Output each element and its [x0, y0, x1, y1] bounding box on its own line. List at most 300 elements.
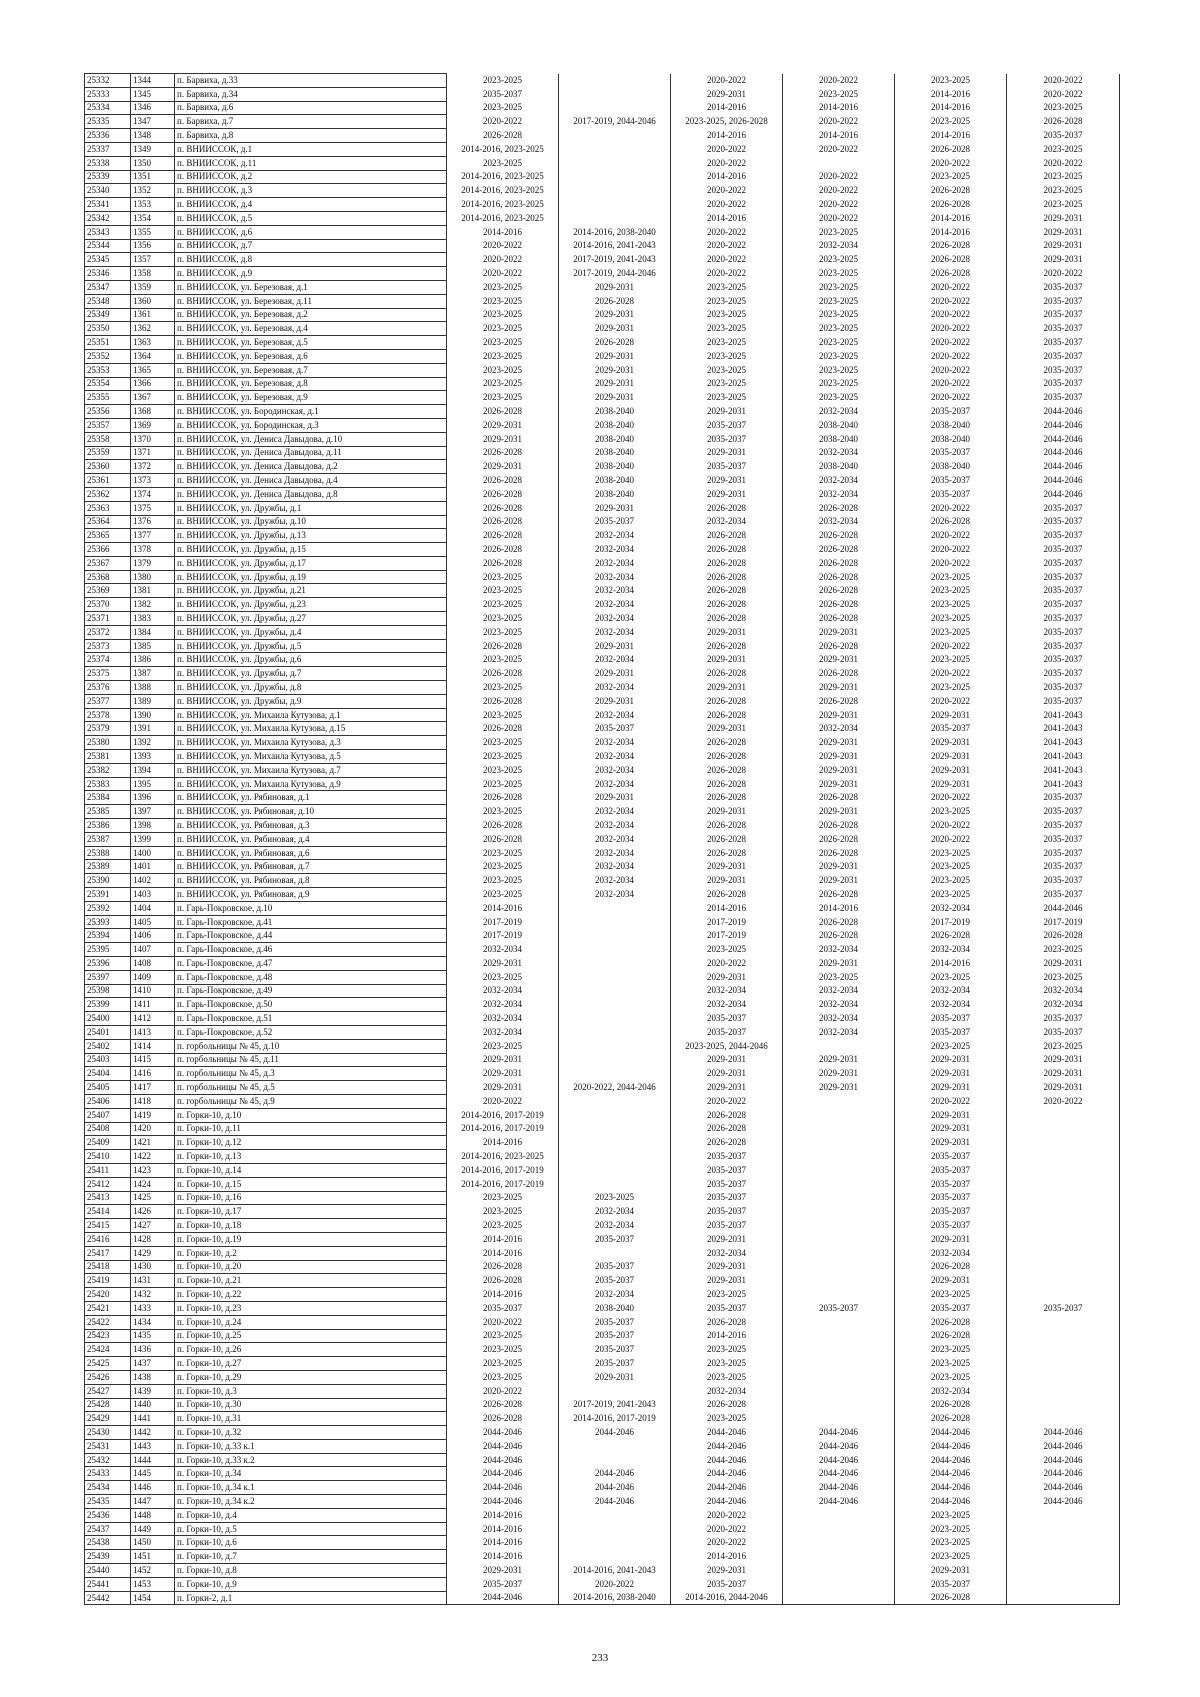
period-cell-4: 2026-2028	[783, 598, 895, 612]
period-cell-5: 2035-2037	[895, 1219, 1007, 1233]
period-cell-6: 2035-2037	[1007, 1301, 1120, 1315]
period-cell-3: 2026-2028	[671, 501, 783, 515]
period-cell-2	[559, 1136, 671, 1150]
period-cell-2: 2038-2040	[559, 418, 671, 432]
period-cell-4: 2020-2022	[783, 115, 895, 129]
period-cell-2: 2032-2034	[559, 819, 671, 833]
period-cell-4: 2026-2028	[783, 584, 895, 598]
period-cell-5: 2017-2019	[895, 915, 1007, 929]
period-cell-6	[1007, 1343, 1120, 1357]
period-cell-5: 2026-2028	[895, 1398, 1007, 1412]
row-number-cell: 1411	[131, 998, 175, 1012]
row-id-cell: 25373	[85, 639, 131, 653]
row-id-cell: 25433	[85, 1467, 131, 1481]
row-id-cell: 25422	[85, 1315, 131, 1329]
address-cell: п. ВНИИССОК, ул. Дениса Давыдова, д.4	[175, 474, 447, 488]
row-id-cell: 25414	[85, 1205, 131, 1219]
period-cell-5: 2029-2031	[895, 736, 1007, 750]
address-cell: п. Барвиха, д.7	[175, 115, 447, 129]
period-cell-2: 2032-2034	[559, 625, 671, 639]
table-row	[85, 515, 1120, 529]
period-cell-6: 2041-2043	[1007, 750, 1120, 764]
period-cell-1: 2029-2031	[447, 1564, 559, 1578]
row-id-cell: 25339	[85, 170, 131, 184]
period-cell-2	[559, 1053, 671, 1067]
period-cell-1: 2023-2025	[447, 1357, 559, 1371]
period-cell-1: 2029-2031	[447, 1081, 559, 1095]
period-cell-3: 2032-2034	[671, 1384, 783, 1398]
period-cell-1: 2023-2025	[447, 750, 559, 764]
address-cell: п. Гарь-Покровское, д.49	[175, 984, 447, 998]
row-id-cell: 25395	[85, 943, 131, 957]
period-cell-3: 2035-2037	[671, 1025, 783, 1039]
period-cell-3: 2023-2025	[671, 391, 783, 405]
row-number-cell: 1443	[131, 1439, 175, 1453]
table-row	[85, 584, 1120, 598]
period-cell-4: 2014-2016	[783, 129, 895, 143]
period-cell-4	[783, 1329, 895, 1343]
row-number-cell: 1441	[131, 1412, 175, 1426]
table-row	[85, 612, 1120, 626]
period-cell-4: 2020-2022	[783, 170, 895, 184]
period-cell-4: 2029-2031	[783, 653, 895, 667]
row-id-cell: 25372	[85, 625, 131, 639]
period-cell-4: 2029-2031	[783, 1067, 895, 1081]
table-row	[85, 1039, 1120, 1053]
address-cell: п. ВНИИССОК, ул. Березовая, д.1	[175, 280, 447, 294]
period-cell-1: 2014-2016, 2023-2025	[447, 211, 559, 225]
table-row	[85, 211, 1120, 225]
address-cell: п. Горки-10, д.30	[175, 1398, 447, 1412]
period-cell-5: 2023-2025	[895, 874, 1007, 888]
period-cell-2: 2032-2034	[559, 681, 671, 695]
row-id-cell: 25345	[85, 253, 131, 267]
period-cell-3: 2029-2031	[671, 860, 783, 874]
period-cell-2: 2035-2037	[559, 1343, 671, 1357]
table-row	[85, 819, 1120, 833]
table-row	[85, 1094, 1120, 1108]
row-id-cell: 25399	[85, 998, 131, 1012]
period-cell-5: 2026-2028	[895, 1260, 1007, 1274]
period-cell-1: 2014-2016	[447, 1522, 559, 1536]
period-cell-6: 2035-2037	[1007, 819, 1120, 833]
row-number-cell: 1364	[131, 349, 175, 363]
table-row	[85, 805, 1120, 819]
period-cell-5: 2023-2025	[895, 1357, 1007, 1371]
period-cell-6	[1007, 1564, 1120, 1578]
address-cell: п. ВНИИССОК, ул. Дружбы, д.6	[175, 653, 447, 667]
period-cell-2: 2029-2031	[559, 377, 671, 391]
period-cell-2: 2032-2034	[559, 750, 671, 764]
address-cell: п. Гарь-Покровское, д.51	[175, 1012, 447, 1026]
table-row	[85, 1205, 1120, 1219]
address-cell: п. ВНИИССОК, ул. Михаила Кутузова, д.15	[175, 722, 447, 736]
period-cell-1: 2023-2025	[447, 888, 559, 902]
period-cell-2: 2017-2019, 2041-2043	[559, 253, 671, 267]
row-number-cell: 1385	[131, 639, 175, 653]
row-id-cell: 25388	[85, 846, 131, 860]
row-number-cell: 1369	[131, 418, 175, 432]
period-cell-4: 2038-2040	[783, 432, 895, 446]
period-cell-3: 2023-2025	[671, 294, 783, 308]
period-cell-2	[559, 129, 671, 143]
period-cell-5: 2029-2031	[895, 777, 1007, 791]
row-id-cell: 25348	[85, 294, 131, 308]
period-cell-1: 2023-2025	[447, 1191, 559, 1205]
row-id-cell: 25396	[85, 957, 131, 971]
row-id-cell: 25418	[85, 1260, 131, 1274]
period-cell-4: 2029-2031	[783, 750, 895, 764]
row-id-cell: 25355	[85, 391, 131, 405]
period-cell-5: 2035-2037	[895, 405, 1007, 419]
row-number-cell: 1372	[131, 460, 175, 474]
period-cell-6: 2020-2022	[1007, 156, 1120, 170]
period-cell-1: 2014-2016, 2017-2019	[447, 1163, 559, 1177]
period-cell-2	[559, 1012, 671, 1026]
table-row	[85, 336, 1120, 350]
period-cell-3: 2029-2031	[671, 805, 783, 819]
address-cell: п. Гарь-Покровское, д.47	[175, 957, 447, 971]
period-cell-6: 2020-2022	[1007, 74, 1120, 88]
table-row	[85, 791, 1120, 805]
period-cell-5: 2029-2031	[895, 1081, 1007, 1095]
period-cell-1: 2023-2025	[447, 1329, 559, 1343]
address-cell: п. горбольницы № 45, д.11	[175, 1053, 447, 1067]
row-id-cell: 25344	[85, 239, 131, 253]
address-cell: п. ВНИИССОК, ул. Дениса Давыдова, д.11	[175, 446, 447, 460]
table-row	[85, 1025, 1120, 1039]
period-cell-3: 2023-2025	[671, 336, 783, 350]
period-cell-3: 2014-2016	[671, 170, 783, 184]
period-cell-3: 2014-2016	[671, 129, 783, 143]
period-cell-2	[559, 998, 671, 1012]
period-cell-6: 2023-2025	[1007, 101, 1120, 115]
table-row	[85, 115, 1120, 129]
period-cell-5: 2035-2037	[895, 1025, 1007, 1039]
period-cell-3: 2026-2028	[671, 694, 783, 708]
table-row	[85, 1426, 1120, 1440]
period-cell-6: 2041-2043	[1007, 736, 1120, 750]
period-cell-4	[783, 1108, 895, 1122]
period-cell-1: 2044-2046	[447, 1439, 559, 1453]
row-number-cell: 1397	[131, 805, 175, 819]
address-cell: п. ВНИИССОК, ул. Березовая, д.5	[175, 336, 447, 350]
table-row	[85, 1536, 1120, 1550]
period-cell-1: 2023-2025	[447, 294, 559, 308]
period-cell-3: 2014-2016	[671, 101, 783, 115]
period-cell-4: 2026-2028	[783, 846, 895, 860]
period-cell-5: 2029-2031	[895, 1108, 1007, 1122]
period-cell-4: 2026-2028	[783, 667, 895, 681]
address-cell: п. ВНИИССОК, д.9	[175, 267, 447, 281]
period-cell-2: 2032-2034	[559, 1288, 671, 1302]
row-number-cell: 1392	[131, 736, 175, 750]
period-cell-2: 2029-2031	[559, 501, 671, 515]
period-cell-6: 2044-2046	[1007, 1467, 1120, 1481]
row-number-cell: 1391	[131, 722, 175, 736]
period-cell-5: 2020-2022	[895, 363, 1007, 377]
period-cell-3: 2035-2037	[671, 1012, 783, 1026]
period-cell-6: 2035-2037	[1007, 667, 1120, 681]
row-number-cell: 1361	[131, 308, 175, 322]
period-cell-1: 2014-2016	[447, 901, 559, 915]
period-cell-1: 2023-2025	[447, 1219, 559, 1233]
period-cell-6	[1007, 1136, 1120, 1150]
address-cell: п. Горки-10, д.2	[175, 1246, 447, 1260]
row-number-cell: 1446	[131, 1481, 175, 1495]
period-cell-1: 2035-2037	[447, 1301, 559, 1315]
period-cell-1: 2023-2025	[447, 349, 559, 363]
row-number-cell: 1424	[131, 1177, 175, 1191]
row-id-cell: 25430	[85, 1426, 131, 1440]
period-cell-6: 2035-2037	[1007, 556, 1120, 570]
row-id-cell: 25435	[85, 1495, 131, 1509]
row-number-cell: 1435	[131, 1329, 175, 1343]
period-cell-2	[559, 87, 671, 101]
period-cell-2	[559, 1439, 671, 1453]
period-cell-5: 2029-2031	[895, 1136, 1007, 1150]
period-cell-5: 2020-2022	[895, 280, 1007, 294]
period-cell-6	[1007, 1315, 1120, 1329]
period-cell-2: 2035-2037	[559, 1274, 671, 1288]
table-row	[85, 736, 1120, 750]
period-cell-4: 2044-2046	[783, 1453, 895, 1467]
period-cell-6: 2035-2037	[1007, 308, 1120, 322]
period-cell-3: 2020-2022	[671, 253, 783, 267]
row-number-cell: 1370	[131, 432, 175, 446]
row-number-cell: 1357	[131, 253, 175, 267]
period-cell-1: 2029-2031	[447, 432, 559, 446]
period-cell-4	[783, 1219, 895, 1233]
period-cell-2: 2032-2034	[559, 529, 671, 543]
address-cell: п. ВНИИССОК, д.11	[175, 156, 447, 170]
period-cell-2	[559, 184, 671, 198]
row-id-cell: 25357	[85, 418, 131, 432]
address-cell: п. ВНИИССОК, ул. Дружбы, д.5	[175, 639, 447, 653]
row-number-cell: 1394	[131, 763, 175, 777]
period-cell-4: 2023-2025	[783, 87, 895, 101]
row-id-cell: 25416	[85, 1232, 131, 1246]
period-cell-3: 2035-2037	[671, 1577, 783, 1591]
period-cell-1: 2029-2031	[447, 418, 559, 432]
row-number-cell: 1442	[131, 1426, 175, 1440]
period-cell-6	[1007, 1550, 1120, 1564]
period-cell-2: 2029-2031	[559, 694, 671, 708]
address-cell: п. Горки-10, д.34	[175, 1467, 447, 1481]
table-row	[85, 1012, 1120, 1026]
row-id-cell: 25392	[85, 901, 131, 915]
row-id-cell: 25440	[85, 1564, 131, 1578]
period-cell-4: 2023-2025	[783, 253, 895, 267]
period-cell-3: 2020-2022	[671, 184, 783, 198]
period-cell-5: 2029-2031	[895, 1564, 1007, 1578]
row-number-cell: 1356	[131, 239, 175, 253]
period-cell-2: 2032-2034	[559, 612, 671, 626]
table-row	[85, 1398, 1120, 1412]
table-row	[85, 901, 1120, 915]
address-cell: п. Горки-10, д.19	[175, 1232, 447, 1246]
row-id-cell: 25376	[85, 681, 131, 695]
period-cell-6: 2026-2028	[1007, 115, 1120, 129]
row-id-cell: 25333	[85, 87, 131, 101]
period-cell-5: 2023-2025	[895, 1508, 1007, 1522]
period-cell-5: 2020-2022	[895, 543, 1007, 557]
address-cell: п. ВНИИССОК, ул. Рябиновая, д.4	[175, 832, 447, 846]
period-cell-1: 2014-2016	[447, 1508, 559, 1522]
table-row	[85, 763, 1120, 777]
period-cell-1: 2014-2016, 2023-2025	[447, 198, 559, 212]
period-cell-6: 2035-2037	[1007, 322, 1120, 336]
row-number-cell: 1415	[131, 1053, 175, 1067]
period-cell-4: 2029-2031	[783, 957, 895, 971]
address-cell: п. ВНИИССОК, ул. Дружбы, д.4	[175, 625, 447, 639]
period-cell-1: 2023-2025	[447, 377, 559, 391]
address-cell: п. Горки-10, д.20	[175, 1260, 447, 1274]
period-cell-6: 2035-2037	[1007, 639, 1120, 653]
table-row	[85, 280, 1120, 294]
period-cell-3: 2029-2031	[671, 405, 783, 419]
address-cell: п. Горки-10, д.6	[175, 1536, 447, 1550]
period-cell-6	[1007, 1412, 1120, 1426]
period-cell-4: 2029-2031	[783, 708, 895, 722]
period-cell-5: 2044-2046	[895, 1467, 1007, 1481]
address-cell: п. ВНИИССОК, ул. Березовая, д.9	[175, 391, 447, 405]
table-row	[85, 1081, 1120, 1095]
address-cell: п. ВНИИССОК, ул. Березовая, д.11	[175, 294, 447, 308]
table-row	[85, 639, 1120, 653]
row-id-cell: 25386	[85, 819, 131, 833]
period-cell-6: 2026-2028	[1007, 929, 1120, 943]
period-cell-3: 2020-2022	[671, 156, 783, 170]
address-cell: п. Гарь-Покровское, д.10	[175, 901, 447, 915]
row-id-cell: 25410	[85, 1150, 131, 1164]
period-cell-2	[559, 156, 671, 170]
table-row	[85, 1384, 1120, 1398]
row-number-cell: 1418	[131, 1094, 175, 1108]
period-cell-3: 2032-2034	[671, 984, 783, 998]
period-cell-1: 2020-2022	[447, 1384, 559, 1398]
period-cell-4	[783, 1232, 895, 1246]
period-cell-1: 2020-2022	[447, 115, 559, 129]
period-cell-5: 2026-2028	[895, 1315, 1007, 1329]
row-id-cell: 25408	[85, 1122, 131, 1136]
period-cell-3: 2029-2031	[671, 653, 783, 667]
period-cell-5: 2026-2028	[895, 515, 1007, 529]
table-row	[85, 1315, 1120, 1329]
period-cell-6: 2035-2037	[1007, 832, 1120, 846]
table-row	[85, 1467, 1120, 1481]
period-cell-1: 2023-2025	[447, 625, 559, 639]
period-cell-6: 2044-2046	[1007, 1481, 1120, 1495]
period-cell-5: 2032-2034	[895, 943, 1007, 957]
address-cell: п. Горки-10, д.11	[175, 1122, 447, 1136]
period-cell-4: 2032-2034	[783, 984, 895, 998]
period-cell-4	[783, 1564, 895, 1578]
period-cell-2	[559, 970, 671, 984]
period-cell-4	[783, 156, 895, 170]
period-cell-4: 2029-2031	[783, 777, 895, 791]
table-row	[85, 198, 1120, 212]
address-cell: п. ВНИИССОК, ул. Березовая, д.2	[175, 308, 447, 322]
period-cell-5: 2023-2025	[895, 1288, 1007, 1302]
address-cell: п. ВНИИССОК, ул. Березовая, д.6	[175, 349, 447, 363]
table-row	[85, 377, 1120, 391]
table-row	[85, 694, 1120, 708]
address-cell: п. Барвиха, д.33	[175, 74, 447, 88]
period-cell-3: 2029-2031	[671, 681, 783, 695]
table-row	[85, 405, 1120, 419]
period-cell-3: 2017-2019	[671, 929, 783, 943]
period-cell-5: 2023-2025	[895, 570, 1007, 584]
period-cell-1: 2026-2028	[447, 487, 559, 501]
period-cell-6: 2035-2037	[1007, 888, 1120, 902]
period-cell-4: 2023-2025	[783, 336, 895, 350]
row-id-cell: 25332	[85, 74, 131, 88]
period-cell-1: 2023-2025	[447, 391, 559, 405]
period-cell-3: 2044-2046	[671, 1439, 783, 1453]
period-cell-1: 2014-2016	[447, 1246, 559, 1260]
period-cell-4	[783, 1591, 895, 1605]
period-cell-2	[559, 984, 671, 998]
row-number-cell: 1425	[131, 1191, 175, 1205]
period-cell-6: 2035-2037	[1007, 1025, 1120, 1039]
period-cell-3: 2026-2028	[671, 763, 783, 777]
table-row	[85, 1412, 1120, 1426]
period-cell-6	[1007, 1260, 1120, 1274]
period-cell-4: 2032-2034	[783, 239, 895, 253]
period-cell-4	[783, 1260, 895, 1274]
row-id-cell: 25378	[85, 708, 131, 722]
row-id-cell: 25374	[85, 653, 131, 667]
period-cell-1: 2026-2028	[447, 1398, 559, 1412]
row-number-cell: 1450	[131, 1536, 175, 1550]
period-cell-4: 2026-2028	[783, 543, 895, 557]
period-cell-4: 2020-2022	[783, 198, 895, 212]
address-cell: п. Горки-10, д.8	[175, 1564, 447, 1578]
period-cell-3: 2029-2031	[671, 1232, 783, 1246]
row-id-cell: 25421	[85, 1301, 131, 1315]
row-number-cell: 1350	[131, 156, 175, 170]
period-cell-5: 2014-2016	[895, 211, 1007, 225]
period-cell-2: 2038-2040	[559, 1301, 671, 1315]
period-cell-1: 2023-2025	[447, 763, 559, 777]
period-cell-4: 2029-2031	[783, 1081, 895, 1095]
row-number-cell: 1388	[131, 681, 175, 695]
period-cell-6: 2035-2037	[1007, 860, 1120, 874]
period-cell-6: 2035-2037	[1007, 1012, 1120, 1026]
period-cell-3: 2020-2022	[671, 1508, 783, 1522]
table-row	[85, 860, 1120, 874]
row-number-cell: 1344	[131, 74, 175, 88]
period-cell-4: 2032-2034	[783, 1012, 895, 1026]
address-cell: п. Горки-10, д.10	[175, 1108, 447, 1122]
period-cell-5: 2026-2028	[895, 142, 1007, 156]
period-cell-3: 2029-2031	[671, 487, 783, 501]
period-cell-5: 2023-2025	[895, 1522, 1007, 1536]
period-cell-2: 2017-2019, 2044-2046	[559, 115, 671, 129]
row-number-cell: 1376	[131, 515, 175, 529]
period-cell-4: 2026-2028	[783, 694, 895, 708]
period-cell-6: 2032-2034	[1007, 984, 1120, 998]
period-cell-1: 2026-2028	[447, 129, 559, 143]
period-cell-3: 2029-2031	[671, 1067, 783, 1081]
period-cell-3: 2023-2025	[671, 943, 783, 957]
period-cell-1: 2023-2025	[447, 653, 559, 667]
period-cell-2: 2038-2040	[559, 432, 671, 446]
period-cell-3: 2029-2031	[671, 87, 783, 101]
period-cell-3: 2020-2022	[671, 267, 783, 281]
row-number-cell: 1452	[131, 1564, 175, 1578]
